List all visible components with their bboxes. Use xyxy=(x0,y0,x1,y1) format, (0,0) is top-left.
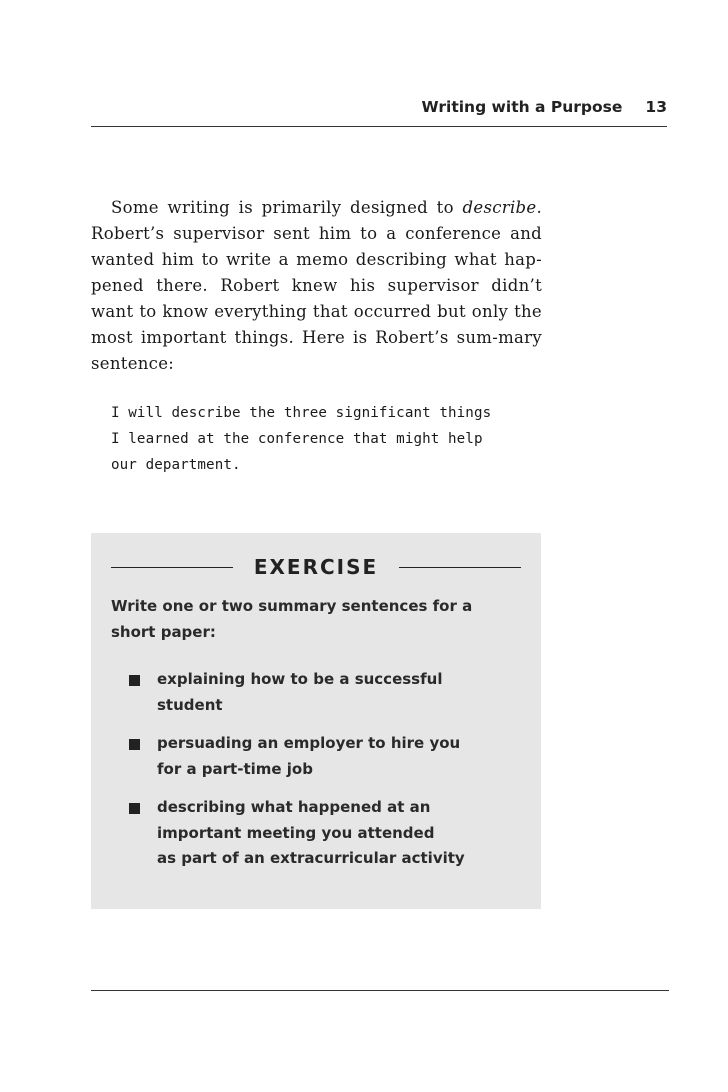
square-bullet-icon xyxy=(129,739,140,750)
running-header xyxy=(422,98,667,116)
paragraph-emphasis: describe xyxy=(462,198,537,217)
exercise-heading xyxy=(111,554,521,580)
exercise-item-line: for a part-time job xyxy=(157,759,313,778)
exercise-item-line: important meeting you attended xyxy=(157,823,435,842)
exercise-instructions: Write one or two summary sentences for a short paper: xyxy=(111,597,473,641)
exercise-item-line: persuading an employer to hire you xyxy=(157,734,461,752)
exercise-item-line: as part of an extracurricular activity xyxy=(157,849,465,867)
exercise-item-line: student xyxy=(157,695,223,714)
exercise-item xyxy=(129,795,509,872)
footer-rule xyxy=(91,990,669,991)
square-bullet-icon xyxy=(129,803,140,814)
summary-sentence-quote xyxy=(111,400,541,478)
header-rule xyxy=(91,126,667,127)
exercise-item-line: describing what happened at an xyxy=(157,798,431,816)
summary-line: I learned at the conference that might help xyxy=(111,431,483,447)
body-paragraph xyxy=(91,195,542,377)
summary-line: I will describe the three significant things xyxy=(111,405,492,421)
exercise-item xyxy=(129,731,509,782)
summary-line: our department. xyxy=(111,457,241,473)
square-bullet-icon xyxy=(129,675,140,686)
heading-rule-right xyxy=(399,567,521,568)
exercise-item xyxy=(129,667,509,718)
exercise-title: EXERCISE xyxy=(253,555,379,579)
paragraph-text-start: Some writing is primarily designed to xyxy=(111,198,463,217)
exercise-item-line: explaining how to be a successful xyxy=(157,670,443,688)
exercise-box xyxy=(91,533,541,909)
paragraph-text-end: . Robert’s supervisor sent him to a conference and wanted him to write a memo describing what hap-pened there. Robert knew his supervisor didn’t want to know everything that occurred but only the most important things. Here is Robert’s sum-mary sentence: xyxy=(91,198,542,373)
exercise-list xyxy=(129,667,509,872)
running-title: Writing with a Purpose xyxy=(421,98,623,116)
page-number: 13 xyxy=(645,98,667,116)
